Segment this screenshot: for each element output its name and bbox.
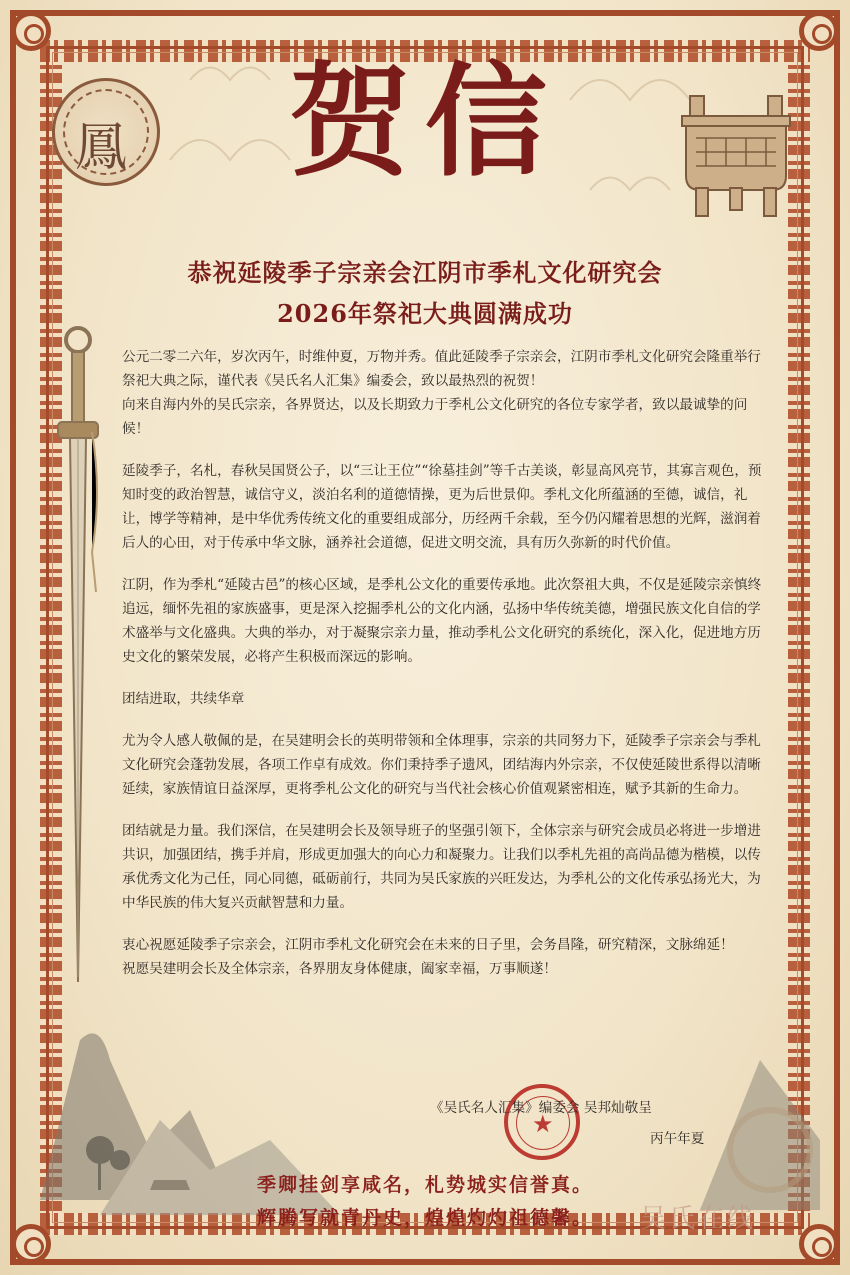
signature: 《吴氏名人汇集》编委会 吴邦灿敬呈 [430, 1100, 652, 1116]
page-title: 贺信 [289, 49, 561, 193]
poem-line-2: 辉腾写就青丹史，煌煌灼灼祖德馨。 [256, 1207, 593, 1229]
letter-body [122, 345, 762, 981]
poem-line-1: 季卿挂剑享咸名，札势城实信誉真。 [256, 1174, 593, 1196]
paragraph: 公元二零二六年，岁次丙午，时维仲夏，万物并秀。值此延陵季子宗亲会，江阴市季札文化研究会隆重举行祭祀大典之际，谨代表《吴氏名人汇集》编委会，致以最热烈的祝贺！ [122, 349, 761, 389]
paragraph: 尤为令人感人敬佩的是，在吴建明会长的英明带领和全体理事，宗亲的共同努力下，延陵季子宗亲会与季札文化研究会蓬勃发展，各项工作卓有成效。你们秉持季子遗风，团结海内外宗亲，不仅使延陵世系得以清晰延续，家族情谊日益深厚，更将季札公文化的研究与当代社会核心价值观紧密相连，赋予其新的生命力。 [122, 733, 761, 797]
paragraph: 延陵季子，名札，春秋吴国贤公子，以“三让王位”“徐墓挂剑”等千古美谈，彰显高风亮节，其寡言观色，预知时变的政治智慧，诚信守义，淡泊名利的道德情操，更为后世景仰。季札文化所蕴涵的至德，诚信，礼让，博学等精神，是中华优秀传统文化的重要组成部分，历经两千余载，至今仍闪耀着思想的光辉，滋润着后人的心田，对于传承中华文脉，涵养社会道德，促进文明交流，具有历久弥新的时代价值。 [122, 463, 762, 551]
phoenix-medallion-icon: 鳳 [52, 78, 160, 186]
sword-icon [56, 322, 100, 1012]
corner-ornament-icon [799, 1224, 839, 1264]
paragraph: 衷心祝愿延陵季子宗亲会，江阴市季札文化研究会在未来的日子里，会务昌隆，研究精深，文脉绵延！ [122, 937, 734, 953]
watermark: 吴氏在线 [640, 1204, 757, 1234]
corner-ornament-icon [799, 11, 839, 51]
paragraph: 团结就是力量。我们深信，在吴建明会长及领导班子的坚强引领下，全体宗亲与研究会成员必将进一步增进共识，加强团结，携手并肩，形成更加强大的向心力和凝聚力。让我们以季札先祖的高尚品德为楷模，以传承优秀文化为己任，同心同德，砥砺前行，共同为吴氏家族的兴旺发达，为季札公的文化传承弘扬光大，为中华民族的伟大复兴贡献智慧和力量。 [122, 823, 761, 911]
subtitle-line-1: 恭祝延陵季子宗亲会江阴市季札文化研究会 [187, 258, 663, 287]
paragraph: 江阴，作为季札“延陵古邑”的核心区域，是季札公文化的重要传承地。此次祭祖大典，不仅是延陵宗亲慎终追远，缅怀先祖的家族盛事，更是深入挖掘季札公的文化内涵，弘扬中华传统美德，增强民族文化自信的学术盛举与文化盛典。大典的举办，对于凝聚宗亲力量，推动季札公文化研究的系统化，深入化，促进地方历史文化的繁荣发展，必将产生积极而深远的影响。 [122, 577, 762, 665]
subtitle-line-2: 2026年祭祀大典圆满成功 [277, 299, 573, 328]
paragraph: 祝愿吴建明会长及全体宗亲，各界朋友身体健康，阖家幸福，万事顺遂！ [122, 961, 557, 977]
corner-ornament-icon [11, 1224, 51, 1264]
paragraph: 向来自海内外的吴氏宗亲，各界贤达，以及长期致力于季札公文化研究的各位专家学者，致以最诚挚的问候！ [122, 397, 748, 437]
seal-stamp-icon: ★ [504, 1084, 580, 1160]
section-heading: 团结进取，共续华章 [122, 691, 245, 707]
date-line: 丙午年夏 [650, 1131, 705, 1147]
corner-ornament-icon [11, 11, 51, 51]
